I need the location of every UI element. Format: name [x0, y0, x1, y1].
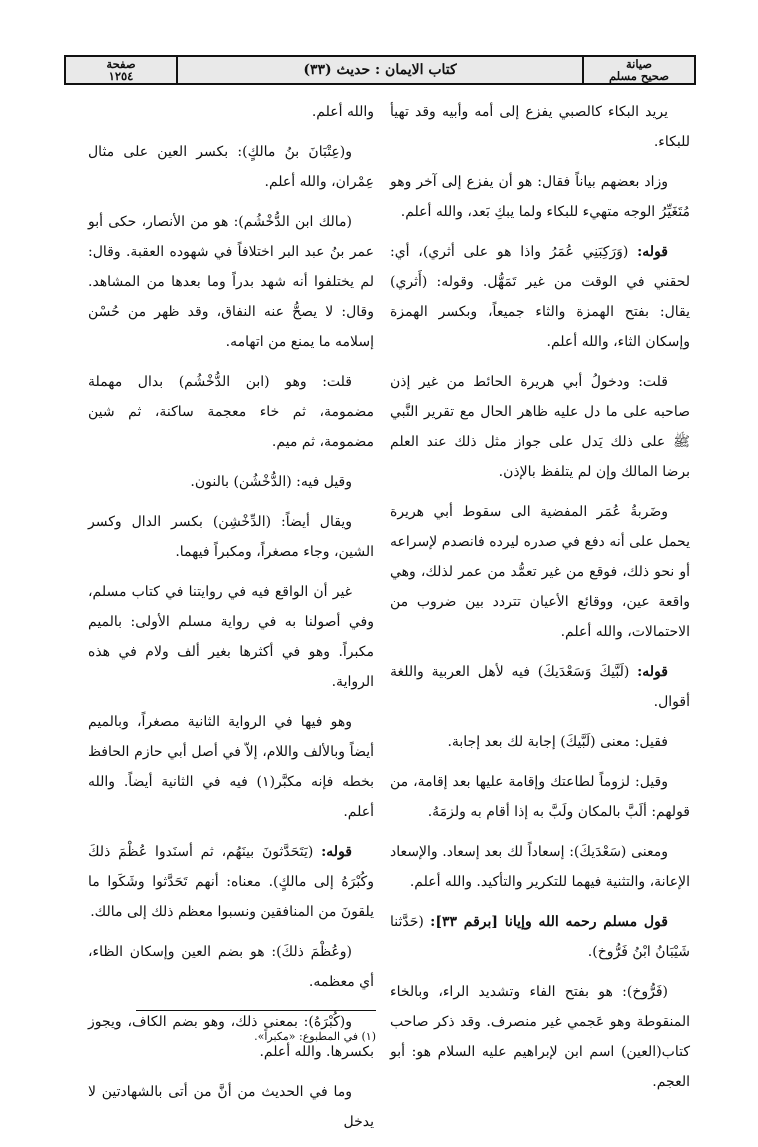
paragraph	[88, 367, 374, 457]
paragraph	[390, 767, 690, 827]
paragraph	[88, 507, 374, 567]
paragraph-text: (لَبَّيكَ وَسَعْدَيكَ) فيه لأهل العربية واللغة أقوال.	[390, 664, 690, 710]
paragraph-text: (وَرَكِبَنِي عُمَرُ واذا هو على أثري)، أي: لحقني في الوقت من غير تَمَهُّل. وقوله: (أَثري) يقال: بفتح الهمزة والثاء جميعاً، وبكسر الهمزة وإسكان الثاء، والله أعلم.	[390, 244, 690, 350]
right-text-column	[390, 97, 690, 1107]
paragraph-text: قلت: ودخولُ أبي هريرة الحائط من غير إذن صاحبه على ما دل عليه ظاهر الحال مع تقرير النَّبي ﷺ على ذلك يَدل على جواز مثل ذلك عند العلم برضا المالك وإن لم يتلفظ بالإذن.	[390, 374, 690, 480]
paragraph-label: قوله:	[637, 664, 668, 680]
left-text-column	[88, 97, 374, 1147]
header-chapter-title: كتاب الايمان : حديث (٣٣)	[303, 62, 457, 78]
paragraph-text: يريد البكاء كالصبي يفزع إلى أمه وأبيه وقد تهيأ للبكاء.	[390, 104, 690, 150]
header-page-number	[66, 57, 178, 83]
paragraph	[390, 907, 690, 967]
paragraph-text: ويقال أيضاً: (الدِّخْشِن) بكسر الدال وكسر الشين، وجاء مصغراً، ومكبراً فيهما.	[88, 514, 374, 560]
paragraph	[88, 1077, 374, 1137]
paragraph	[88, 837, 374, 927]
paragraph-text: فقيل: معنى (لَبَّيكَ) إجابة لك بعد إجابة.	[447, 734, 668, 750]
footnote: (١) في المطبوع: «مكبراً».	[254, 1030, 376, 1043]
paragraph	[390, 497, 690, 647]
paragraph-text: (يَتَحَدَّثونَ بينَهُم، ثم أسنَدوا عُظْمَ ذلكَ وكُبْرَهُ إلى مالكٍ). معناه: أنهم تَحَدَّثوا وشَكَوا ما يلقونَ من المنافقين ونسبوا معظم ذلك إلى مالك.	[88, 844, 374, 920]
paragraph	[390, 657, 690, 717]
header-page-value: ١٢٥٤	[108, 69, 134, 83]
paragraph-text: (حَدَّثنا شَيْبَانُ ابْنُ فَرُّوخ).	[390, 914, 690, 960]
header-book-line1: صيانة	[625, 57, 653, 71]
paragraph	[88, 467, 374, 497]
paragraph-text: وضَربةُ عُمَر المفضية الى سقوط أبي هريرة يحمل على أنه دفع في صدره ليرده فانصدم لإسراعه أو نحو ذلك، فوقع من غير تعمُّد من عمر لذلك، وهي واقعة عين، ووقائع الأعيان تتردد بين ضروب من الاحتمالات، والله أعلم.	[390, 504, 690, 640]
paragraph	[390, 367, 690, 487]
paragraph-text: ومعنى (سَعْدَيكَ): إسعاداً لك بعد إسعاد. والإسعاد الإعانة، والتثنية فيهما للتكرير والتأكيد. والله أعلم.	[390, 844, 690, 890]
paragraph-label: قوله:	[321, 844, 352, 860]
header-book-line2: صحيح مسلم	[609, 69, 669, 83]
paragraph	[390, 237, 690, 357]
paragraph	[390, 727, 690, 757]
paragraph-text: وزاد بعضهم بياناً فقال: هو أن يفزع إلى آخر وهو مُتَغَيِّرُ الوجه متهيء للبكاء ولما يبكِ بَعد، والله أعلم.	[390, 174, 690, 220]
paragraph-text: و(عِتْبَانَ بنُ مالكٍ): بكسر العين على مثال عِمْران، والله أعلم.	[88, 144, 374, 190]
paragraph-text: والله أعلم.	[311, 104, 374, 120]
paragraph	[390, 97, 690, 157]
running-header	[64, 55, 696, 85]
paragraph	[390, 977, 690, 1097]
paragraph	[390, 167, 690, 227]
paragraph	[88, 137, 374, 197]
paragraph-text: وما في الحديث من أنَّ من أتى بالشهادتين لا يدخل	[88, 1084, 374, 1130]
paragraph-text: (مالك ابن الدُّخْشُم): هو من الأنصار، حكى أبو عمر بنُ عبد البر اختلافاً في شهوده العقبة. وقال: لم يختلفوا أنه شهد بدراً وما بعدها من المشاهد. وقال: لا يصحُّ عنه النفاق، وقد ظهر من حُسْن إسلامه ما يمنع من اتهامه.	[88, 214, 374, 350]
paragraph	[88, 207, 374, 357]
header-book-name	[582, 57, 694, 83]
paragraph-text: (فَرُّوخ): هو بفتح الفاء وتشديد الراء، وبالخاء المنقوطة وهو عَجمي غير منصرف. وقد ذكر صاحب كتاب(العين) اسم ابن لإبراهيم عليه السلام هو: أبو العجم.	[390, 984, 690, 1090]
paragraph-text: و(كُبْرَهُ): بمعنى ذلك، وهو بضم الكاف، ويجوز بكسرها. والله أعلم.	[88, 1014, 374, 1060]
paragraph	[390, 837, 690, 897]
paragraph-text: وقيل: لزوماً لطاعتك وإقامة عليها بعد إقامة، من قولهم: ألَبَّ بالمكان ولَبَّ به إذا أقام به ولزمَهُ.	[390, 774, 690, 820]
paragraph	[88, 937, 374, 997]
paragraph-text: وقيل فيه: (الدُّخْشُن) بالنون.	[190, 474, 352, 490]
header-page-label: صفحة	[106, 57, 136, 71]
paragraph-label: قول مسلم رحمه الله وإيانا [برقم ٣٣]:	[430, 914, 668, 930]
footnote-divider	[136, 1010, 376, 1011]
paragraph	[88, 577, 374, 697]
paragraph	[88, 707, 374, 827]
paragraph-text: قلت: وهو (ابن الدُّخْشُم) بدال مهملة مضمومة، ثم خاء معجمة ساكنة، ثم شين مضمومة، ثم ميم.	[88, 374, 374, 450]
paragraph-label: قوله:	[637, 244, 668, 260]
paragraph	[88, 97, 374, 127]
paragraph-text: (وعُظْمَ ذلكَ): هو بضم العين وإسكان الظاء، أي معظمه.	[88, 944, 374, 990]
paragraph-text: غير أن الواقع فيه في روايتنا في كتاب مسلم، وفي أصولنا به في رواية مسلم الأولى: بالميم مكبراً. وهو في أكثرها بغير ألف ولام في هذه الرواية.	[88, 584, 374, 690]
paragraph-text: وهو فيها في الرواية الثانية مصغراً، وبالميم أيضاً وبالألف واللام، إلاّ في أصل أبي حازم الحافظ بخطه فإنه مكبَّر(١) فيه في الثانية أيضاً. والله أعلم.	[88, 714, 375, 820]
